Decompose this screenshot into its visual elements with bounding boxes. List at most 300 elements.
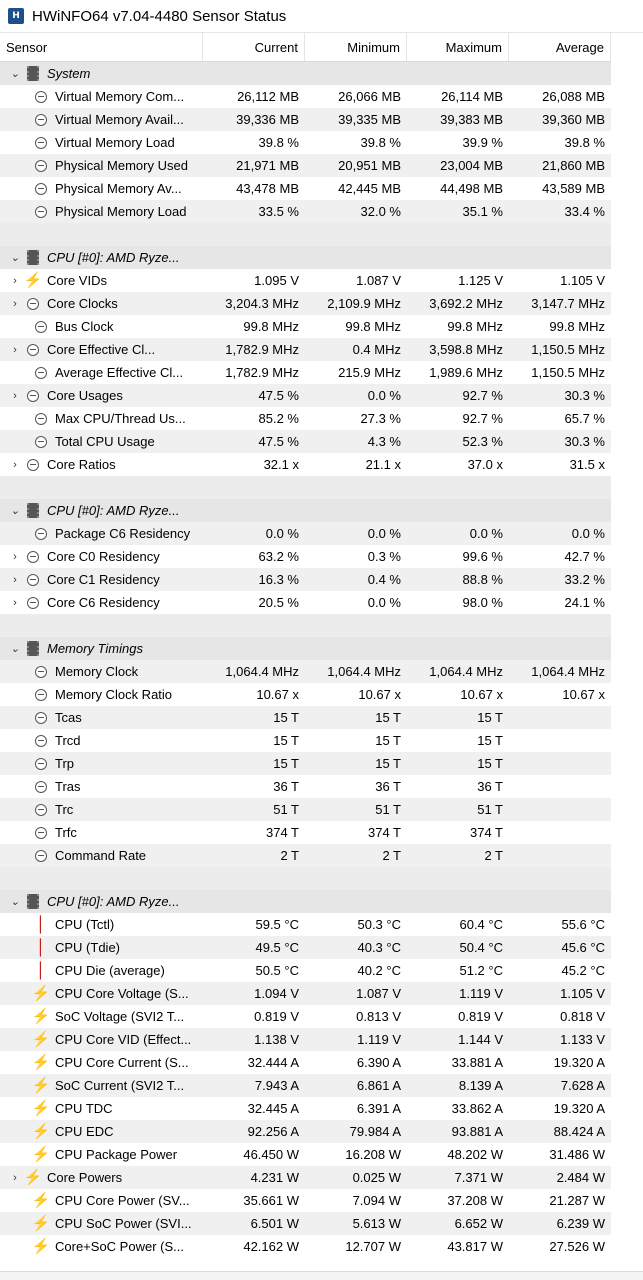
thermometer-icon: │	[36, 938, 46, 956]
clock-icon	[34, 90, 48, 104]
average-value: 33.2 %	[564, 572, 605, 587]
sensor-label: Bus Clock	[55, 319, 114, 334]
sensor-row[interactable]	[0, 1235, 611, 1258]
sensor-row[interactable]	[0, 1166, 611, 1189]
sensor-group-row[interactable]	[0, 637, 611, 660]
sensor-name-cell	[0, 798, 203, 821]
maximum-value: 26,114 MB	[441, 89, 503, 104]
sensor-name-cell	[0, 108, 203, 131]
sensor-name-cell	[0, 1028, 203, 1051]
sensor-label: Physical Memory Used	[55, 158, 188, 173]
current-value	[203, 223, 305, 246]
average-value: 1,064.4 MHz	[531, 664, 605, 679]
sensor-name-cell	[0, 775, 203, 798]
sensor-name-cell	[0, 683, 203, 706]
sensor-row[interactable]	[0, 568, 611, 591]
chip-icon	[26, 251, 40, 265]
average-value: 1.105 V	[560, 273, 605, 288]
sensor-label: Max CPU/Thread Us...	[55, 411, 186, 426]
current-value: 33.5 %	[258, 204, 299, 219]
clock-icon	[26, 573, 40, 587]
average-value: 55.6 °C	[561, 917, 605, 932]
lightning-icon: ⚡	[31, 1122, 51, 1140]
minimum-value: 39.8 %	[360, 135, 401, 150]
maximum-value: 35.1 %	[462, 204, 503, 219]
sensor-name-cell	[0, 936, 203, 959]
minimum-value: 99.8 MHz	[345, 319, 401, 334]
current-value: 47.5 %	[258, 388, 299, 403]
clock-icon	[34, 320, 48, 334]
sensor-label: Core VIDs	[47, 273, 107, 288]
lightning-icon: ⚡	[31, 1076, 51, 1094]
window-title: HWiNFO64 v7.04-4480 Sensor Status	[32, 7, 287, 25]
sensor-row[interactable]	[0, 361, 611, 384]
sensor-row[interactable]	[0, 1074, 611, 1097]
title-bar	[0, 0, 643, 33]
current-value: 1,782.9 MHz	[225, 342, 299, 357]
sensor-name-cell	[0, 200, 203, 223]
maximum-value: 39,383 MB	[440, 112, 503, 127]
current-value: 92.256 A	[247, 1124, 299, 1139]
lightning-icon: ⚡	[23, 271, 43, 289]
current-value: 1.138 V	[254, 1032, 299, 1047]
sensor-name-cell	[0, 752, 203, 775]
sensor-row[interactable]	[0, 545, 611, 568]
average-value: 26,088 MB	[542, 89, 605, 104]
chevron-right-icon[interactable]: ›	[13, 297, 17, 310]
average-value: 31.486 W	[549, 1147, 605, 1162]
sensor-label: Trc	[55, 802, 74, 817]
sensor-label: CPU Core Current (S...	[55, 1055, 189, 1070]
minimum-value	[305, 867, 407, 890]
chevron-down-icon[interactable]: ⌄	[10, 68, 20, 80]
minimum-value: 6.390 A	[356, 1055, 401, 1070]
current-value: 39,336 MB	[236, 112, 299, 127]
maximum-value: 92.7 %	[462, 411, 503, 426]
maximum-value	[407, 476, 509, 499]
sensor-row[interactable]	[0, 200, 611, 223]
minimum-value: 0.3 %	[367, 549, 401, 564]
sensor-row[interactable]	[0, 269, 611, 292]
minimum-value	[305, 637, 407, 660]
maximum-value: 33.881 A	[451, 1055, 503, 1070]
sensor-label: CPU Core VID (Effect...	[55, 1032, 192, 1047]
sensor-row[interactable]	[0, 706, 611, 729]
maximum-value: 10.67 x	[460, 687, 503, 702]
sensor-row[interactable]	[0, 315, 611, 338]
clock-icon	[34, 757, 48, 771]
minimum-value: 15 T	[375, 733, 401, 748]
lightning-icon: ⚡	[31, 1030, 51, 1048]
column-header-current[interactable]: Current	[203, 33, 305, 61]
average-value	[509, 890, 611, 913]
sensor-label: CPU Die (average)	[55, 963, 165, 978]
sensor-name-cell	[0, 453, 203, 476]
average-value: 1,150.5 MHz	[531, 342, 605, 357]
sensor-label: Physical Memory Load	[55, 204, 187, 219]
minimum-value: 16.208 W	[345, 1147, 401, 1162]
sensor-label: Virtual Memory Avail...	[55, 112, 184, 127]
spacer-row	[0, 867, 611, 890]
sensor-row[interactable]	[0, 798, 611, 821]
sensor-name-cell	[0, 1212, 203, 1235]
average-value: 45.2 °C	[561, 963, 605, 978]
sensor-name-cell	[0, 338, 203, 361]
sensor-row[interactable]	[0, 1189, 611, 1212]
column-header-average[interactable]: Average	[509, 33, 611, 61]
minimum-value	[305, 499, 407, 522]
clock-icon	[34, 366, 48, 380]
maximum-value: 15 T	[477, 756, 503, 771]
maximum-value: 1,989.6 MHz	[429, 365, 503, 380]
average-value: 39.8 %	[564, 135, 605, 150]
average-value	[509, 798, 611, 821]
maximum-value	[407, 867, 509, 890]
sensor-name-cell	[0, 913, 203, 936]
sensor-label: Core Clocks	[47, 296, 118, 311]
sensor-label: CPU Core Voltage (S...	[55, 986, 189, 1001]
current-value: 32.445 A	[247, 1101, 299, 1116]
clock-icon	[26, 596, 40, 610]
average-value: 43,589 MB	[542, 181, 605, 196]
sensor-name-cell	[0, 959, 203, 982]
sensor-label: Virtual Memory Load	[55, 135, 175, 150]
sensor-name-cell	[0, 154, 203, 177]
sensor-label: Core C6 Residency	[47, 595, 160, 610]
sensor-name-cell	[0, 729, 203, 752]
maximum-value: 6.652 W	[454, 1216, 503, 1231]
minimum-value: 15 T	[375, 710, 401, 725]
clock-icon	[34, 136, 48, 150]
sensor-group-row[interactable]	[0, 246, 611, 269]
sensor-row[interactable]	[0, 683, 611, 706]
sensor-label: System	[47, 66, 91, 81]
minimum-value: 1,064.4 MHz	[327, 664, 401, 679]
sensor-name-cell	[0, 1051, 203, 1074]
sensor-row[interactable]	[0, 108, 611, 131]
chevron-right-icon[interactable]: ›	[13, 1171, 17, 1184]
chevron-right-icon[interactable]: ›	[13, 458, 17, 471]
sensor-label: Memory Timings	[47, 641, 143, 656]
average-value: 7.628 A	[560, 1078, 605, 1093]
sensor-row[interactable]	[0, 154, 611, 177]
column-header-maximum[interactable]: Maximum	[407, 33, 509, 61]
sensor-rows	[0, 62, 643, 1258]
sensor-row[interactable]	[0, 959, 611, 982]
current-value: 99.8 MHz	[243, 319, 299, 334]
chevron-down-icon[interactable]: ⌄	[10, 896, 20, 908]
sensor-row[interactable]	[0, 1097, 611, 1120]
current-value: 35.661 W	[243, 1193, 299, 1208]
sensor-name-cell	[0, 844, 203, 867]
maximum-value: 36 T	[477, 779, 503, 794]
sensor-name-cell	[0, 982, 203, 1005]
maximum-value: 39.9 %	[462, 135, 503, 150]
chevron-down-icon[interactable]: ⌄	[10, 505, 20, 517]
sensor-label: CPU (Tdie)	[55, 940, 121, 955]
average-value	[509, 821, 611, 844]
minimum-value: 1.119 V	[357, 1032, 401, 1047]
sensor-name-cell	[0, 361, 203, 384]
sensor-row[interactable]	[0, 1005, 611, 1028]
average-value: 24.1 %	[564, 595, 605, 610]
minimum-value: 0.0 %	[367, 595, 401, 610]
maximum-value: 98.0 %	[462, 595, 503, 610]
minimum-value: 6.391 A	[356, 1101, 401, 1116]
sensor-row[interactable]	[0, 913, 611, 936]
sensor-name-cell	[0, 660, 203, 683]
clock-icon	[34, 205, 48, 219]
sensor-label: Total CPU Usage	[55, 434, 155, 449]
maximum-value: 60.4 °C	[459, 917, 503, 932]
maximum-value: 33.862 A	[451, 1101, 503, 1116]
average-value	[509, 844, 611, 867]
minimum-value: 215.9 MHz	[338, 365, 401, 380]
minimum-value: 2 T	[382, 848, 401, 863]
current-value: 3,204.3 MHz	[225, 296, 299, 311]
table-header	[0, 33, 643, 62]
clock-icon	[34, 711, 48, 725]
sensor-name-cell	[0, 177, 203, 200]
sensor-row[interactable]	[0, 591, 611, 614]
chevron-down-icon[interactable]: ⌄	[10, 252, 20, 264]
current-value: 6.501 W	[250, 1216, 299, 1231]
sensor-label: Trfc	[55, 825, 77, 840]
sensor-row[interactable]	[0, 821, 611, 844]
sensor-label: Package C6 Residency	[55, 526, 191, 541]
sensor-label: Command Rate	[55, 848, 147, 863]
sensor-row[interactable]	[0, 1120, 611, 1143]
sensor-label: CPU EDC	[55, 1124, 114, 1139]
clock-icon	[34, 803, 48, 817]
sensor-row[interactable]	[0, 936, 611, 959]
sensor-row[interactable]	[0, 775, 611, 798]
sensor-name-cell	[0, 706, 203, 729]
sensor-name-cell	[0, 292, 203, 315]
average-value	[509, 729, 611, 752]
current-value	[203, 614, 305, 637]
current-value: 36 T	[273, 779, 299, 794]
lightning-icon: ⚡	[31, 1145, 51, 1163]
maximum-value: 88.8 %	[462, 572, 503, 587]
average-value: 3,147.7 MHz	[531, 296, 605, 311]
minimum-value: 50.3 °C	[357, 917, 401, 932]
maximum-value	[407, 499, 509, 522]
sensor-label: CPU SoC Power (SVI...	[55, 1216, 192, 1231]
minimum-value: 0.0 %	[367, 388, 401, 403]
scrollbar-area[interactable]	[611, 33, 643, 1280]
minimum-value: 20,951 MB	[338, 158, 401, 173]
current-value: 46.450 W	[243, 1147, 299, 1162]
current-value: 10.67 x	[256, 687, 299, 702]
current-value: 47.5 %	[258, 434, 299, 449]
average-value: 27.526 W	[549, 1239, 605, 1254]
sensor-name-cell	[0, 430, 203, 453]
maximum-value: 93.881 A	[451, 1124, 503, 1139]
sensor-label: Physical Memory Av...	[55, 181, 182, 196]
sensor-group-row[interactable]	[0, 890, 611, 913]
chevron-right-icon[interactable]: ›	[13, 596, 17, 609]
sensor-name-cell	[0, 1074, 203, 1097]
maximum-value: 1,064.4 MHz	[429, 664, 503, 679]
sensor-name-cell	[0, 890, 203, 913]
average-value: 21,860 MB	[542, 158, 605, 173]
sensor-name-cell	[0, 545, 203, 568]
current-value: 7.943 A	[254, 1078, 299, 1093]
sensor-row[interactable]	[0, 1051, 611, 1074]
clock-icon	[26, 297, 40, 311]
column-header-minimum[interactable]: Minimum	[305, 33, 407, 61]
clock-icon	[34, 435, 48, 449]
minimum-value: 26,066 MB	[338, 89, 401, 104]
maximum-value: 99.6 %	[462, 549, 503, 564]
sensor-label: Tras	[55, 779, 81, 794]
maximum-value	[407, 223, 509, 246]
sensor-group-row[interactable]	[0, 499, 611, 522]
lightning-icon: ⚡	[31, 1191, 51, 1209]
minimum-value: 2,109.9 MHz	[327, 296, 401, 311]
sensor-row[interactable]	[0, 453, 611, 476]
chevron-right-icon[interactable]: ›	[13, 343, 17, 356]
column-header-sensor[interactable]: Sensor	[0, 33, 203, 61]
current-value: 59.5 °C	[255, 917, 299, 932]
current-value: 32.1 x	[263, 457, 299, 472]
sensor-label: Virtual Memory Com...	[55, 89, 185, 104]
minimum-value: 0.4 MHz	[352, 342, 401, 357]
bottom-edge	[0, 1271, 643, 1280]
sensor-name-cell	[0, 614, 203, 637]
sensor-name-cell	[0, 1166, 203, 1189]
chevron-right-icon[interactable]: ›	[13, 274, 17, 287]
sensor-row[interactable]	[0, 1212, 611, 1235]
minimum-value: 79.984 A	[349, 1124, 401, 1139]
sensor-label: Core C0 Residency	[47, 549, 160, 564]
clock-icon	[34, 113, 48, 127]
sensor-row[interactable]	[0, 384, 611, 407]
sensor-name-cell	[0, 131, 203, 154]
sensor-label: CPU Core Power (SV...	[55, 1193, 190, 1208]
current-value	[203, 637, 305, 660]
average-value	[509, 614, 611, 637]
sensor-row[interactable]	[0, 522, 611, 545]
average-value: 30.3 %	[564, 434, 605, 449]
sensor-row[interactable]	[0, 430, 611, 453]
clock-icon	[34, 688, 48, 702]
current-value: 374 T	[265, 825, 299, 840]
sensor-row[interactable]	[0, 338, 611, 361]
sensor-name-cell	[0, 476, 203, 499]
chip-icon	[26, 895, 40, 909]
minimum-value: 42,445 MB	[338, 181, 401, 196]
maximum-value: 43.817 W	[447, 1239, 503, 1254]
average-value: 39,360 MB	[542, 112, 605, 127]
sensor-group-row[interactable]	[0, 62, 611, 85]
maximum-value: 7.371 W	[454, 1170, 503, 1185]
sensor-row[interactable]	[0, 407, 611, 430]
maximum-value: 15 T	[477, 710, 503, 725]
sensor-label: Core C1 Residency	[47, 572, 160, 587]
minimum-value: 10.67 x	[358, 687, 401, 702]
average-value: 31.5 x	[569, 457, 605, 472]
chevron-down-icon[interactable]: ⌄	[10, 643, 20, 655]
current-value: 16.3 %	[258, 572, 299, 587]
minimum-value: 5.613 W	[352, 1216, 401, 1231]
sensor-row[interactable]	[0, 729, 611, 752]
maximum-value	[407, 637, 509, 660]
minimum-value	[305, 614, 407, 637]
clock-icon	[26, 389, 40, 403]
sensor-name-cell	[0, 1143, 203, 1166]
chevron-right-icon[interactable]: ›	[13, 573, 17, 586]
chevron-right-icon[interactable]: ›	[13, 550, 17, 563]
maximum-value: 92.7 %	[462, 388, 503, 403]
sensor-label: SoC Current (SVI2 T...	[55, 1078, 185, 1093]
sensor-name-cell	[0, 522, 203, 545]
clock-icon	[34, 159, 48, 173]
sensor-name-cell	[0, 1189, 203, 1212]
chip-icon	[26, 67, 40, 81]
current-value: 4.231 W	[250, 1170, 299, 1185]
chevron-right-icon[interactable]: ›	[13, 389, 17, 402]
maximum-value: 1.125 V	[458, 273, 503, 288]
average-value: 21.287 W	[549, 1193, 605, 1208]
average-value: 45.6 °C	[561, 940, 605, 955]
average-value: 6.239 W	[556, 1216, 605, 1231]
sensor-label: Trcd	[55, 733, 81, 748]
minimum-value: 7.094 W	[352, 1193, 401, 1208]
sensor-row[interactable]	[0, 292, 611, 315]
thermometer-icon: │	[36, 915, 46, 933]
average-value	[509, 246, 611, 269]
sensor-name-cell	[0, 568, 203, 591]
current-value: 1,064.4 MHz	[225, 664, 299, 679]
sensor-row[interactable]	[0, 1143, 611, 1166]
clock-icon	[34, 182, 48, 196]
sensor-row[interactable]	[0, 660, 611, 683]
maximum-value: 51 T	[477, 802, 503, 817]
sensor-label: Core Ratios	[47, 457, 116, 472]
minimum-value: 36 T	[375, 779, 401, 794]
lightning-icon: ⚡	[31, 1237, 51, 1255]
minimum-value: 0.4 %	[367, 572, 401, 587]
average-value: 88.424 A	[553, 1124, 605, 1139]
sensor-row[interactable]	[0, 752, 611, 775]
current-value: 26,112 MB	[237, 89, 299, 104]
current-value: 15 T	[273, 710, 299, 725]
average-value: 19.320 A	[553, 1101, 605, 1116]
sensor-row[interactable]	[0, 85, 611, 108]
sensor-label: Average Effective Cl...	[55, 365, 184, 380]
maximum-value: 1.144 V	[458, 1032, 503, 1047]
sensor-label: Memory Clock Ratio	[55, 687, 173, 702]
minimum-value: 40.3 °C	[357, 940, 401, 955]
lightning-icon: ⚡	[23, 1168, 43, 1186]
sensor-label: Core Powers	[47, 1170, 123, 1185]
average-value: 2.484 W	[556, 1170, 605, 1185]
sensor-name-cell	[0, 867, 203, 890]
lightning-icon: ⚡	[31, 1099, 51, 1117]
sensor-row[interactable]	[0, 177, 611, 200]
sensor-row[interactable]	[0, 982, 611, 1005]
maximum-value: 50.4 °C	[459, 940, 503, 955]
current-value: 63.2 %	[258, 549, 299, 564]
clock-icon	[34, 527, 48, 541]
sensor-row[interactable]	[0, 1028, 611, 1051]
sensor-row[interactable]	[0, 131, 611, 154]
spacer-row	[0, 476, 611, 499]
sensor-row[interactable]	[0, 844, 611, 867]
spacer-row	[0, 223, 611, 246]
